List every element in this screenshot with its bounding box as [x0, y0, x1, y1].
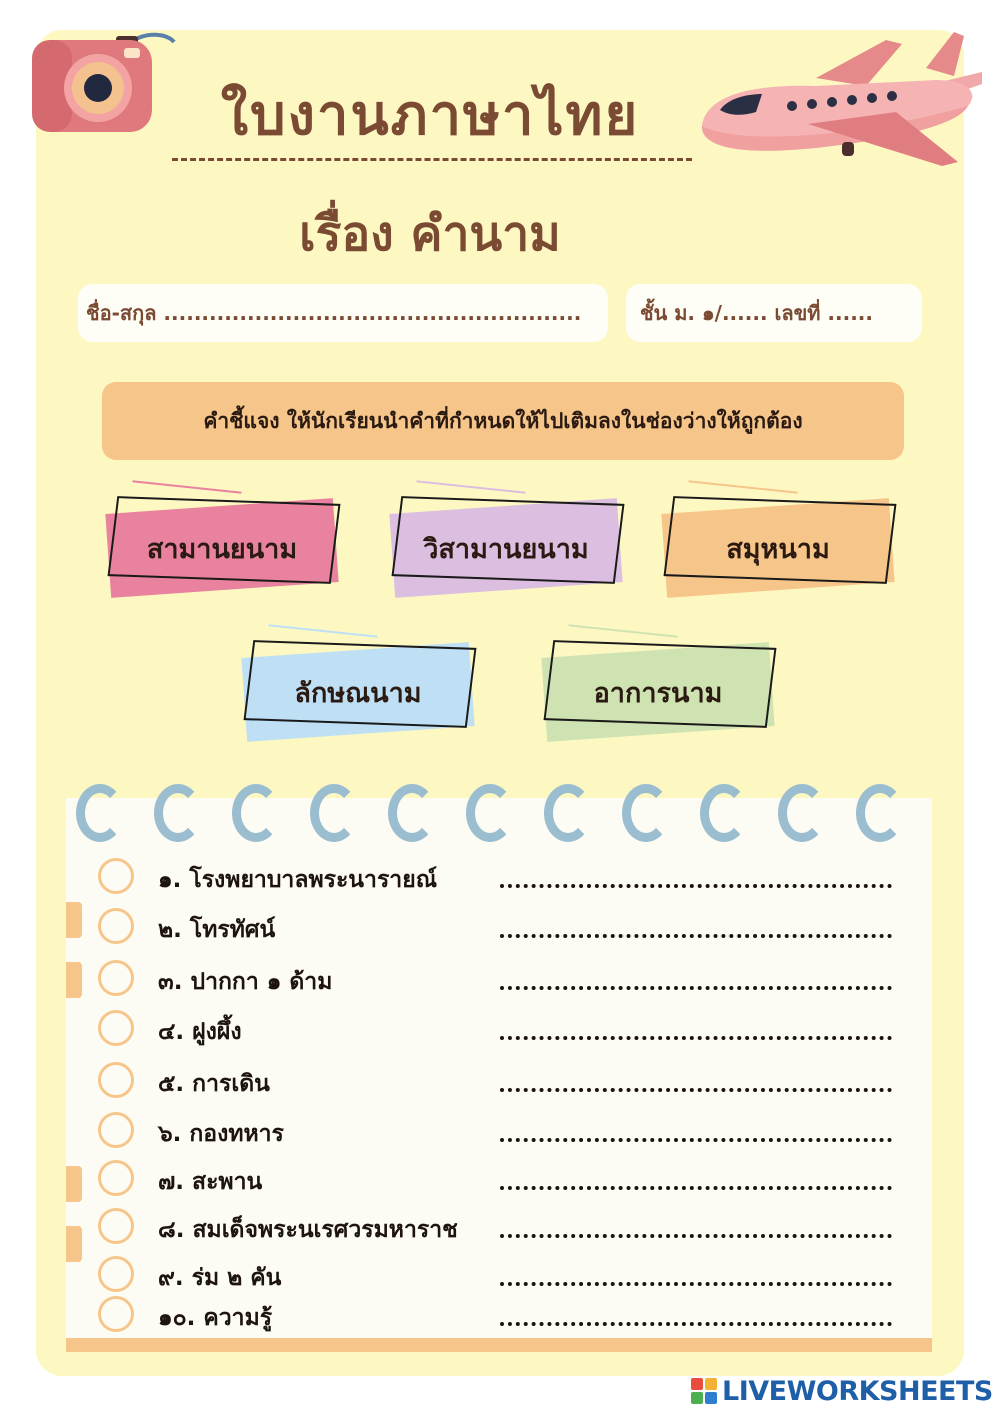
word-tag-label: สมุหนาม — [726, 533, 830, 565]
binder-ring-icon — [856, 784, 904, 842]
liveworksheets-logo-icon — [690, 1377, 718, 1405]
liveworksheets-watermark[interactable] — [690, 1374, 993, 1408]
bullet-circle-icon — [98, 1208, 134, 1244]
binder-ring-icon — [232, 784, 280, 842]
bullet-circle-icon — [98, 908, 134, 944]
airplane-icon — [696, 28, 986, 168]
question-text: ๔. ฝูงผึ้ง — [158, 1019, 242, 1045]
question-item — [96, 908, 896, 948]
question-text: ๒. โทรทัศน์ — [158, 917, 276, 943]
binder-ring-icon — [310, 784, 358, 842]
question-text: ๕. การเดิน — [158, 1071, 270, 1097]
binder-ring-icon — [700, 784, 748, 842]
word-tag-label: อาการนาม — [593, 677, 723, 709]
binder-ring-icon — [76, 784, 124, 842]
question-text: ๖. กองทหาร — [158, 1121, 284, 1147]
word-tag-label: วิสามานยนาม — [423, 533, 589, 565]
camera-icon — [28, 26, 180, 136]
question-text: ๘. สมเด็จพระนเรศวรมหาราช — [158, 1217, 458, 1243]
bullet-circle-icon — [98, 1062, 134, 1098]
word-tag-label: สามานยนาม — [146, 533, 298, 565]
question-text: ๙. ร่ม ๒ คัน — [158, 1265, 282, 1291]
notebook-tab — [66, 1226, 82, 1262]
question-item — [96, 960, 896, 1000]
binder-ring-icon — [154, 784, 202, 842]
word-tag-akarnam — [534, 628, 784, 738]
question-item — [96, 1296, 896, 1336]
question-text: ๓. ปากกา ๑ ด้าม — [158, 969, 333, 995]
name-field[interactable]: ชื่อ-สกุล ....................................................... — [78, 284, 608, 342]
instruction-text: คำชี้แจง ให้นักเรียนนำคำที่กำหนดให้ไปเติมลงในช่องว่างให้ถูกต้อง — [203, 408, 803, 433]
liveworksheets-logo-text: LIVEWORKSHEETS — [722, 1375, 993, 1407]
question-item — [96, 1160, 896, 1200]
question-text: ๑. โรงพยาบาลพระนารายณ์ — [158, 867, 438, 893]
question-item — [96, 1256, 896, 1296]
title-divider — [172, 158, 692, 161]
bullet-circle-icon — [98, 1112, 134, 1148]
bullet-circle-icon — [98, 1010, 134, 1046]
binder-ring-icon — [388, 784, 436, 842]
binder-ring-icon — [544, 784, 592, 842]
notebook-tab — [66, 902, 82, 938]
answer-blank[interactable] — [500, 934, 892, 938]
notebook-bottom-strip — [66, 1338, 932, 1352]
question-item — [96, 1112, 896, 1152]
question-text: ๗. สะพาน — [158, 1169, 263, 1195]
binder-ring-icon — [622, 784, 670, 842]
answer-blank[interactable] — [500, 1282, 892, 1286]
bullet-circle-icon — [98, 1160, 134, 1196]
word-tag-samanyanam — [98, 484, 348, 594]
answer-blank[interactable] — [500, 884, 892, 888]
bullet-circle-icon — [98, 858, 134, 894]
binder-ring-icon — [778, 784, 826, 842]
bullet-circle-icon — [98, 1256, 134, 1292]
worksheet-subtitle: เรื่อง คำนาม — [299, 206, 561, 262]
answer-blank[interactable] — [500, 1036, 892, 1040]
class-number-field[interactable]: ชั้น ม. ๑/...... เลขที่ ...... — [626, 284, 922, 342]
word-tag-wisamanyanam — [382, 484, 632, 594]
binder-ring-icon — [466, 784, 514, 842]
question-item — [96, 1062, 896, 1102]
answer-blank[interactable] — [500, 1322, 892, 1326]
worksheet-title: ใบงานภาษาไทย — [220, 82, 640, 148]
bullet-circle-icon — [98, 1296, 134, 1332]
answer-blank[interactable] — [500, 1234, 892, 1238]
answer-blank[interactable] — [500, 1186, 892, 1190]
question-item — [96, 1208, 896, 1248]
question-item — [96, 858, 896, 898]
answer-blank[interactable] — [500, 986, 892, 990]
notebook-tab — [66, 962, 82, 998]
word-tag-label: ลักษณนาม — [294, 677, 422, 709]
answer-blank[interactable] — [500, 1138, 892, 1142]
question-item — [96, 1010, 896, 1050]
question-text: ๑๐. ความรู้ — [158, 1305, 273, 1331]
word-tag-laksananam — [234, 628, 484, 738]
notebook-tab — [66, 1166, 82, 1202]
instruction-banner — [102, 382, 904, 460]
bullet-circle-icon — [98, 960, 134, 996]
answer-blank[interactable] — [500, 1088, 892, 1092]
word-tag-samuhanam — [654, 484, 904, 594]
